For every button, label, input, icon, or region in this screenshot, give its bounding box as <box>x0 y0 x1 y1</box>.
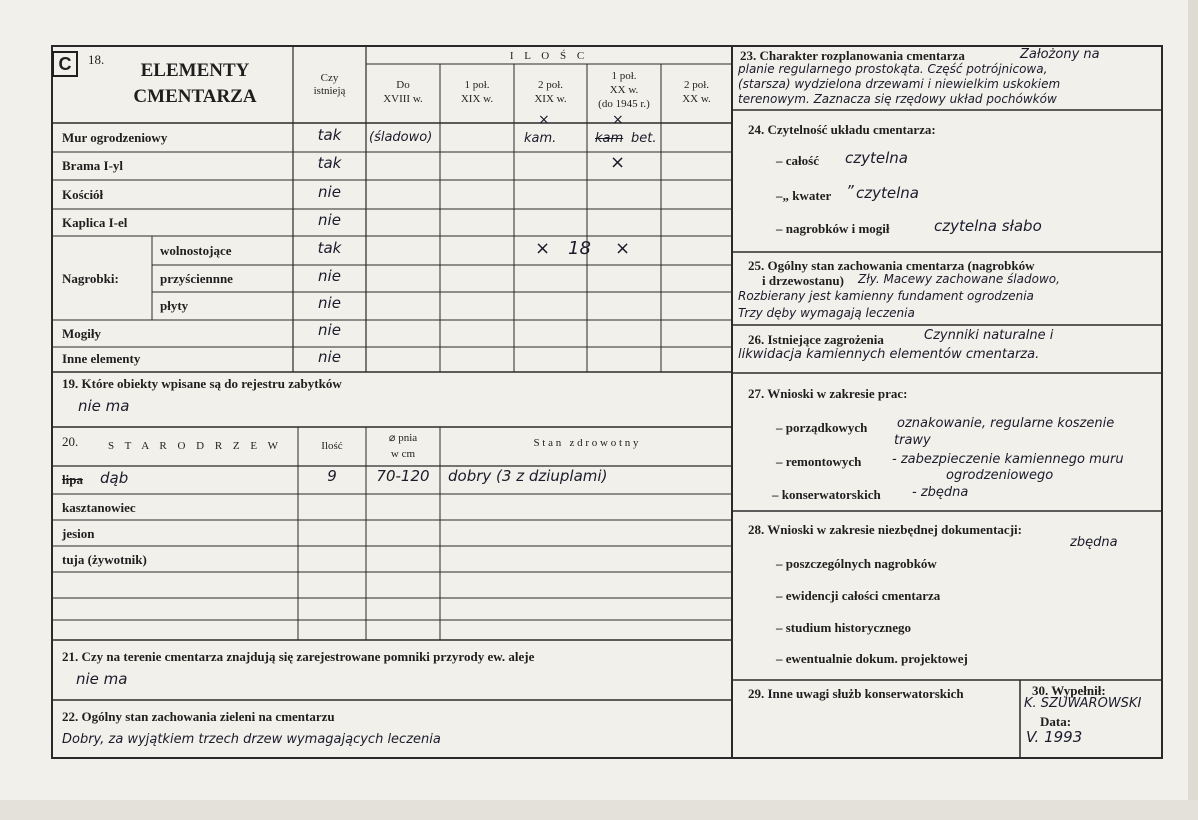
works-conservation-value: - zbędna <box>912 485 969 500</box>
section-23-label: 23. Charakter rozplanowania cmentarza <box>740 48 965 63</box>
section-25-text-1: Zły. Macewy zachowane śladowo, <box>858 272 1060 286</box>
tree-row-1-count: 9 <box>327 467 337 485</box>
documentation-item-4: – ewentualnie dokum. projektowej <box>776 651 968 666</box>
period-header-1-l2: XIX w. <box>460 93 494 105</box>
works-repair-value-2: ogrodzeniowego <box>946 468 1054 483</box>
readability-graves-label: – nagrobków i mogił <box>776 221 890 236</box>
period-header-0-l1: Do <box>396 79 410 91</box>
works-cleaning-value: oznakowanie, regularne koszenie <box>897 416 1115 431</box>
tree-row-4-species: tuja (żywotnik) <box>62 552 147 567</box>
row-label-mogily: Mogiły <box>62 326 101 341</box>
section-25-text-2: Rozbierany jest kamienny fundament ogrodzenia <box>738 289 1034 303</box>
readability-quarters-label: –„ kwater <box>776 188 832 203</box>
section-19-label: 19. Które obiekty wpisane są do rejestru zabytków <box>62 376 342 391</box>
section-25-label-1: 25. Ogólny stan zachowania cmentarza (nagrobków <box>748 258 1035 273</box>
works-repair-label: – remontowych <box>776 454 862 469</box>
section-18-number: 18. <box>88 52 105 67</box>
section-22-label: 22. Ogólny stan zachowania zieleni na cmentarzu <box>62 709 335 724</box>
tree-row-1-diameter: 70-120 <box>376 467 430 485</box>
ilosc-header: I L O Ś C <box>509 50 589 62</box>
exists-przyscienne: nie <box>318 267 341 285</box>
section-letter-box: C <box>52 51 78 77</box>
czy-istnieje-header-2: istnieją <box>313 85 346 97</box>
starodrzew-col-pnia-1: ⌀ pnia <box>388 432 418 444</box>
readability-total-label: – całość <box>776 153 819 168</box>
row-label-brama: Brama I-yl <box>62 158 124 173</box>
section-19-answer: nie ma <box>78 397 130 415</box>
section-22-answer: Dobry, za wyjątkiem trzech drzew wymagających leczenia <box>62 732 441 747</box>
section-23-line-3: (starsza) wydzielona drzewami i niewielkim uskokiem <box>738 77 1061 91</box>
period-header-4-l1: 2 poł. <box>683 79 710 91</box>
section-28-label: 28. Wnioski w zakresie niezbędnej dokumentacji: <box>748 522 1022 537</box>
section-21-label: 21. Czy na terenie cmentarza znajdują się zarejestrowane pomniki przyrody ew. aleje <box>62 649 535 664</box>
mur-1pol-xx-struck: kam <box>595 131 624 146</box>
section-26-text-1: Czynniki naturalne i <box>924 328 1054 343</box>
starodrzew-col-pnia-2: w cm <box>390 448 416 460</box>
readability-graves-value: czytelna słabo <box>934 217 1042 235</box>
exists-kaplica: nie <box>318 211 341 229</box>
section-26-text-2: likwidacja kamiennych elementów cmentarza. <box>738 347 1040 362</box>
period-header-3-l2: XX w. <box>609 84 639 96</box>
readability-quarters-quote: ” <box>846 182 854 200</box>
section-18-title-line1: ELEMENTY <box>140 60 250 81</box>
starodrzew-col-stan: S t a n z d r o w o t n y <box>533 437 639 449</box>
mur-1pol-xx-x-mark: × <box>612 112 624 128</box>
section-25-text-3: Trzy dęby wymagają leczenia <box>738 306 915 320</box>
row-label-wolnostojace: wolnostojące <box>160 243 232 258</box>
exists-inne: nie <box>318 348 341 366</box>
documentation-item-2: – ewidencji całości cmentarza <box>776 588 941 603</box>
period-header-0-l2: XVIII w. <box>383 93 423 105</box>
tree-row-1-species: dąb <box>100 469 129 487</box>
works-cleaning-label: – porządkowych <box>776 420 868 435</box>
works-conservation-label: – konserwatorskich <box>772 487 881 502</box>
exists-mogily: nie <box>318 321 341 339</box>
period-header-2-l1: 2 poł. <box>537 79 564 91</box>
nagrobki-2pol-xix-x-mark: × <box>535 238 551 259</box>
mur-2pol-xix-x-mark: × <box>538 112 550 128</box>
documentation-item-1: – poszczególnych nagrobków <box>776 556 937 571</box>
period-header-2-l2: XIX w. <box>534 93 567 105</box>
section-20-number: 20. <box>62 434 79 449</box>
filled-by-name: K. SZUWAROWSKI <box>1024 696 1142 711</box>
readability-total-value: czytelna <box>845 149 908 167</box>
works-repair-value: - zabezpieczenie kamiennego muru <box>892 452 1124 467</box>
period-header-3-l1: 1 poł. <box>611 70 637 82</box>
row-label-nagrobki: Nagrobki: <box>62 271 119 286</box>
date-value: V. 1993 <box>1026 728 1083 746</box>
mur-do-xviii-entry: (śladowo) <box>369 130 433 145</box>
section-23-line-1: Założony na <box>1020 47 1100 62</box>
section-26-label: 26. Istniejące zagrożenia <box>748 332 884 347</box>
date-label: Data: <box>1040 714 1072 729</box>
section-20-title: S T A R O D R Z E W <box>107 440 283 452</box>
section-25-label-2: i drzewostanu) <box>762 273 844 288</box>
exists-wolnostojace: tak <box>317 239 342 257</box>
section-29-label: 29. Inne uwagi służb konserwatorskich <box>748 686 964 701</box>
period-header-3-l3: (do 1945 r.) <box>598 98 650 110</box>
documentation-item-3: – studium historycznego <box>776 620 912 635</box>
tree-row-2-species: kasztanowiec <box>62 500 136 515</box>
row-label-inne: Inne elementy <box>62 351 141 366</box>
mur-2pol-xix-entry: kam. <box>524 131 557 146</box>
section-18-title-line2: CMENTARZA <box>133 86 257 107</box>
row-label-przyscienne: przyściennne <box>160 271 233 286</box>
exists-plyty: nie <box>318 294 341 312</box>
mur-1pol-xx-entry: bet. <box>631 131 657 146</box>
section-28-answer: zbędna <box>1070 535 1118 550</box>
period-header-4-l2: XX w. <box>682 93 711 105</box>
tree-row-3-species: jesion <box>62 526 95 541</box>
tree-row-1-condition: dobry (3 z dziuplami) <box>448 467 608 485</box>
tree-row-1-species-struck: lipa <box>62 472 83 487</box>
row-label-kaplica: Kaplica I-el <box>62 215 128 230</box>
row-label-kosciol: Kościół <box>62 187 104 202</box>
section-23-line-2: planie regularnego prostokąta. Część potrójnicowa, <box>738 62 1048 76</box>
nagrobki-1pol-xx-x-mark: × <box>615 238 631 259</box>
works-cleaning-value-2: trawy <box>894 433 931 448</box>
section-23-line-4: terenowym. Zaznacza się rzędowy układ pochówków <box>738 92 1057 106</box>
exists-kosciol: nie <box>318 183 341 201</box>
section-30-label: 30. Wypełnił: <box>1032 683 1106 698</box>
row-label-plyty: płyty <box>160 298 189 313</box>
section-21-answer: nie ma <box>76 670 128 688</box>
exists-mur: tak <box>317 126 342 144</box>
section-24-label: 24. Czytelność układu cmentarza: <box>748 122 936 137</box>
brama-1pol-xx-x-mark: × <box>610 152 626 173</box>
row-label-mur: Mur ogrodzeniowy <box>62 130 168 145</box>
period-header-1-l1: 1 poł. <box>464 79 490 91</box>
czy-istnieje-header-1: Czy <box>320 72 339 84</box>
exists-brama: tak <box>317 154 342 172</box>
readability-quarters-value: czytelna <box>856 184 919 202</box>
nagrobki-count: 18 <box>568 238 591 259</box>
starodrzew-col-ilosc: Ilość <box>321 440 343 452</box>
section-27-label: 27. Wnioski w zakresie prac: <box>748 386 908 401</box>
